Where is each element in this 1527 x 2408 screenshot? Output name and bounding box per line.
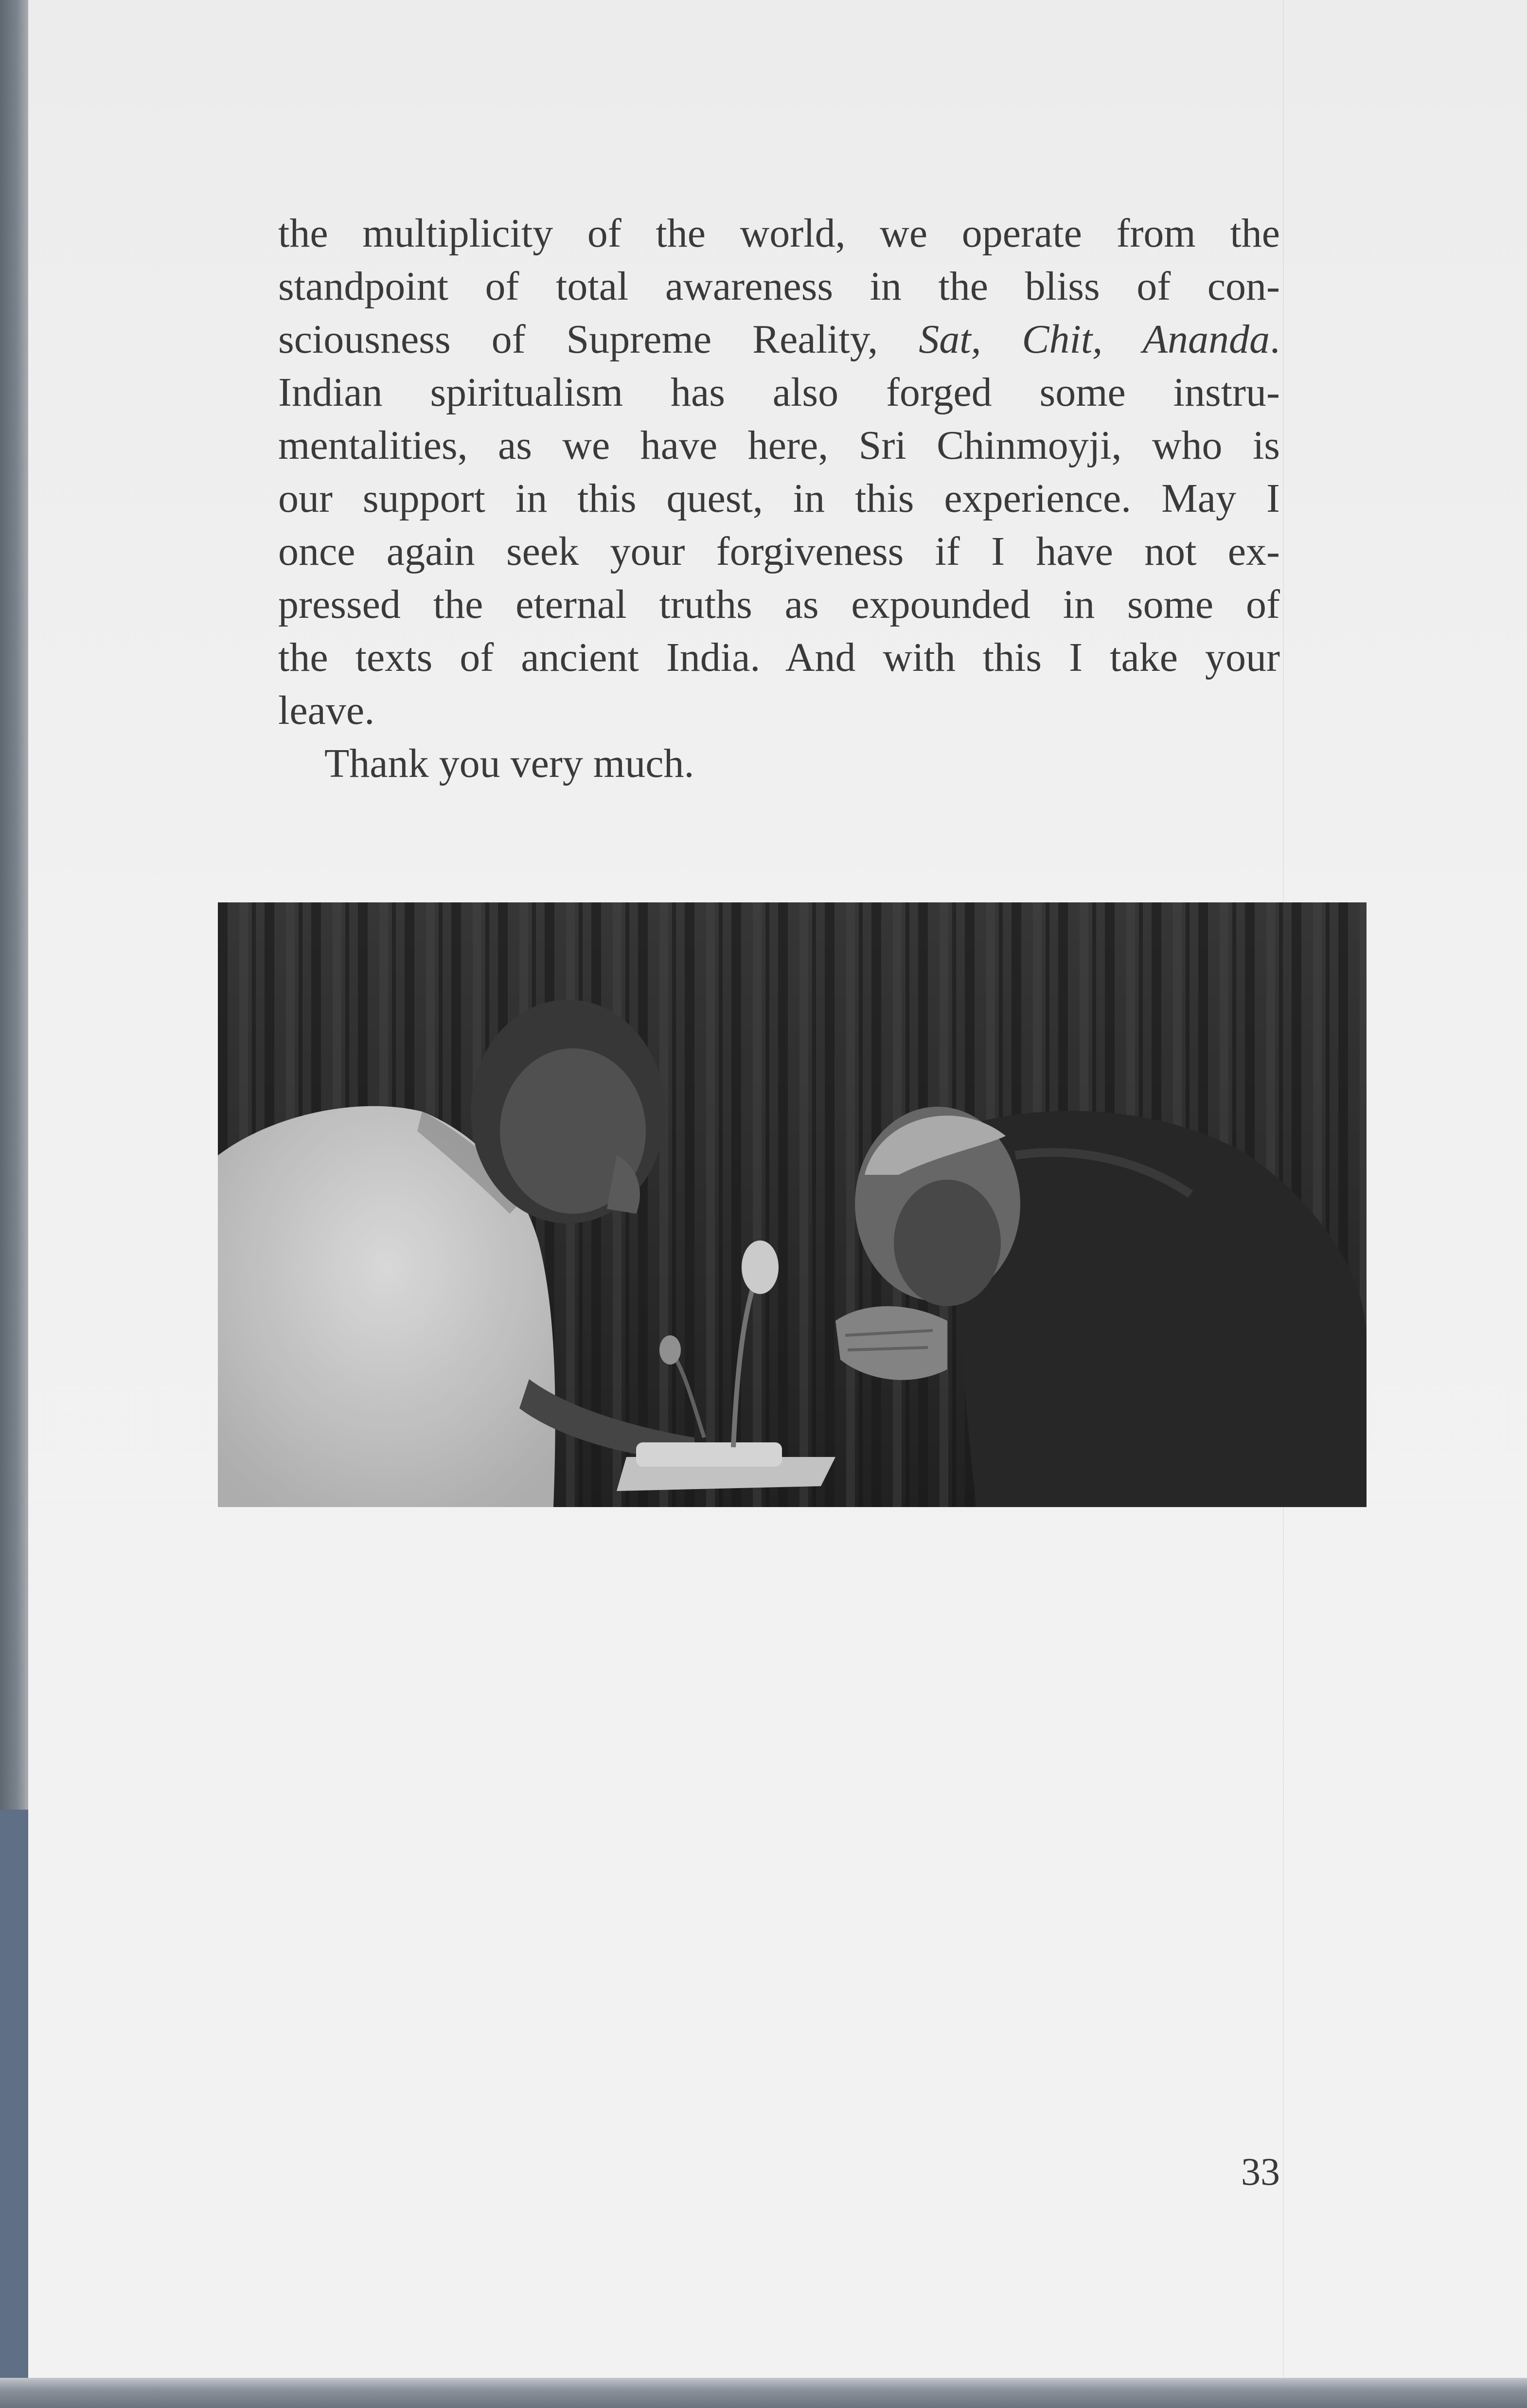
- body-text: [278, 207, 1280, 790]
- italic-terms: Sat, Chit, Ananda: [919, 317, 1270, 362]
- text-line: standpoint of total awareness in the bliss of con-: [278, 264, 1280, 309]
- text-line: mentalities, as we have here, Sri Chinmoyji, who is: [278, 423, 1280, 468]
- text-line: Indian spiritualism has also forged some instru-: [278, 370, 1280, 415]
- closing-line: Thank you very much.: [324, 741, 694, 786]
- text-line-part: sciousness of Supreme Reality,: [278, 317, 919, 362]
- italic-end: .: [1270, 317, 1280, 362]
- scan-edge-lower: [0, 1810, 28, 2408]
- text-line: once again seek your forgiveness if I have not ex-: [278, 529, 1280, 574]
- scan-edge-bottom: [0, 2378, 1527, 2408]
- text-line: the multiplicity of the world, we operate from the: [278, 211, 1280, 256]
- photograph-two-men-bowing-icon: [218, 902, 1367, 1507]
- page-number: 33: [1241, 2151, 1280, 2193]
- text-line: the texts of ancient India. And with this I take your: [278, 635, 1280, 680]
- text-line: our support in this quest, in this experience. May I: [278, 476, 1280, 521]
- text-line-with-italics: [278, 313, 1280, 366]
- photograph: [218, 902, 1367, 1507]
- text-line: pressed the eternal truths as expounded in some of: [278, 582, 1280, 627]
- text-line: leave.: [278, 688, 375, 733]
